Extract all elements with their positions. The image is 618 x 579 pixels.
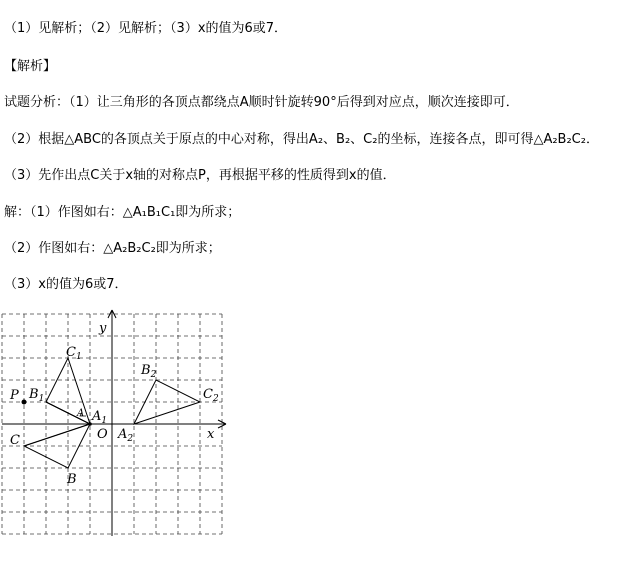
- text-line-answer: （1）见解析；（2）见解析；（3）x的值为6或7．: [4, 21, 288, 36]
- text-line-analysis-1: 试题分析：（1）让三角形的各顶点都绕点A顺时针旋转90°后得到对应点，顺次连接即可．: [4, 95, 519, 110]
- axis-label-y: y: [99, 321, 107, 336]
- label-c2: $C_2$: [203, 387, 219, 404]
- label-a2: $A_2$: [118, 427, 134, 444]
- text-line-solution-3: （3）x的值为6或7．: [4, 277, 128, 292]
- coordinate-grid-svg: [0, 300, 240, 540]
- coordinate-figure: [0, 300, 240, 540]
- label-a1: $A_1$: [92, 409, 108, 426]
- label-p: P: [10, 388, 19, 403]
- axis-label-x: x: [207, 427, 215, 442]
- text-line-analysis-2: （2）根据△ABC的各顶点关于原点的中心对称，得出A₂、B₂、C₂的坐标，连接各点，即可得△A₂B₂C₂．: [4, 132, 599, 147]
- axes: [2, 310, 226, 536]
- origin-label: O: [97, 427, 108, 442]
- point-p-dot: [22, 400, 27, 405]
- label-a-small: A: [77, 408, 85, 419]
- text-line-solution-1: 解：（1）作图如右：△A₁B₁C₁即为所求；: [4, 205, 241, 220]
- text-line-analysis-3: （3）先作出点C关于x轴的对称点P，再根据平移的性质得到x的值．: [4, 168, 396, 183]
- text-line-analysis-heading: 【解析】: [4, 59, 57, 74]
- text-line-solution-2: （2）作图如右：△A₂B₂C₂即为所求；: [4, 241, 221, 256]
- label-b1: $B_1$: [29, 387, 45, 404]
- label-c1: $C_1$: [66, 345, 82, 362]
- label-c: C: [10, 433, 20, 448]
- label-b2: $B_2$: [141, 363, 157, 380]
- label-b: B: [67, 472, 77, 487]
